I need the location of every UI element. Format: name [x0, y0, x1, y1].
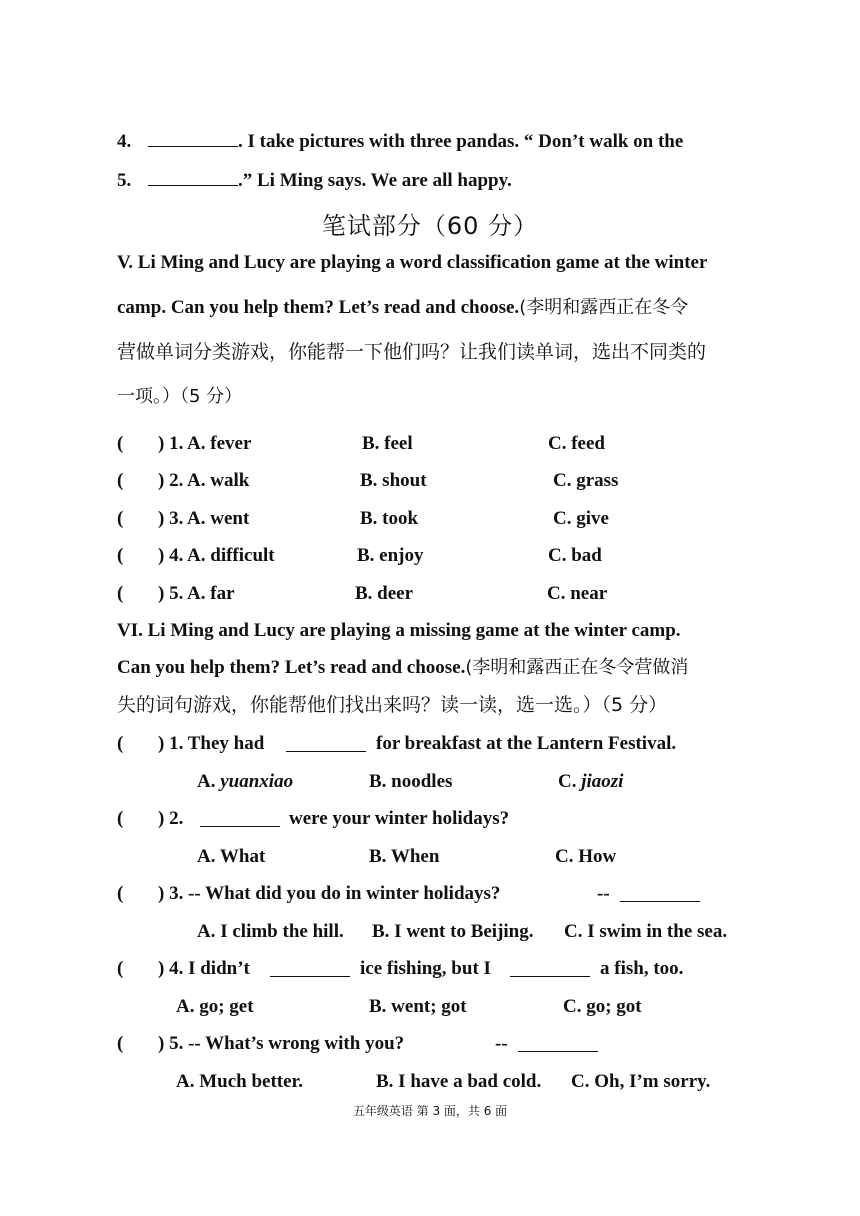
part6-heading-line3: 失的词句游戏，你能帮他们找出来吗？读一读，选一选。）（5 分）: [117, 694, 668, 716]
option-c: C. Oh, I’m sorry.: [571, 1071, 711, 1092]
question-text: ) 4. I didn’t: [158, 958, 250, 979]
option-c: C. jiaozi: [558, 771, 624, 792]
option-a: ) 3. A. went: [158, 508, 250, 529]
page-footer: 五年级英语 第 3 面，共 6 面: [352, 1104, 508, 1118]
option-a: ) 5. A. far: [158, 583, 235, 604]
option-a: A. Much better.: [176, 1071, 303, 1092]
answer-paren[interactable]: (: [117, 545, 124, 566]
response-dash: --: [597, 883, 610, 904]
option-a: ) 2. A. walk: [158, 470, 250, 491]
part5-heading-line1: V. Li Ming and Lucy are playing a word classification game at the winter: [117, 252, 708, 273]
answer-blank[interactable]: [510, 960, 590, 977]
response-dash: --: [495, 1033, 508, 1054]
answer-paren[interactable]: (: [117, 470, 124, 491]
option-c: C. give: [553, 508, 609, 529]
answer-paren[interactable]: (: [117, 583, 124, 604]
option-c: C. bad: [548, 545, 602, 566]
option-c: C. go; got: [563, 996, 642, 1017]
answer-paren[interactable]: (: [117, 733, 124, 754]
question-text: ) 2.: [158, 808, 184, 829]
option-b: B. shout: [360, 470, 427, 491]
answer-blank[interactable]: [270, 960, 350, 977]
answer-blank[interactable]: [148, 169, 238, 186]
question-text: a fish, too.: [600, 958, 684, 979]
answer-paren[interactable]: (: [117, 958, 124, 979]
option-b: B. When: [369, 846, 440, 867]
part5-heading-line2: camp. Can you help them? Let’s read and choose.(李明和露西正在冬令: [117, 297, 689, 318]
question-text: for breakfast at the Lantern Festival.: [376, 733, 677, 754]
question-text: ) 5. -- What’s wrong with you?: [158, 1033, 405, 1054]
option-b: B. enjoy: [357, 545, 424, 566]
section-title: 笔试部分（60 分）: [321, 212, 539, 240]
part6-heading-line1: VI. Li Ming and Lucy are playing a missing game at the winter camp.: [117, 620, 681, 641]
option-a: ) 1. A. fever: [158, 433, 252, 454]
part5-heading-line4: 一项。）（5 分）: [117, 386, 243, 407]
answer-blank[interactable]: [148, 130, 238, 147]
listening-line-5: 5. .” Li Ming says. We are all happy.: [117, 170, 512, 191]
option-a: A. What: [197, 846, 266, 867]
option-b: B. took: [360, 508, 419, 529]
option-b: B. I have a bad cold.: [376, 1071, 542, 1092]
option-b: B. went; got: [369, 996, 467, 1017]
option-c: C. How: [555, 846, 617, 867]
answer-paren[interactable]: (: [117, 808, 124, 829]
option-c: C. feed: [548, 433, 605, 454]
option-b: B. I went to Beijing.: [372, 921, 534, 942]
part6-heading-line2: Can you help them? Let’s read and choose.(李明和露西正在冬令营做消: [117, 657, 689, 678]
option-b: B. deer: [355, 583, 414, 604]
answer-blank[interactable]: [200, 810, 280, 827]
option-c: C. I swim in the sea.: [564, 921, 728, 942]
answer-blank[interactable]: [620, 885, 700, 902]
option-a: A. yuanxiao: [197, 771, 294, 792]
option-c: C. grass: [553, 470, 619, 491]
option-b: B. noodles: [369, 771, 453, 792]
option-a: A. go; get: [176, 996, 254, 1017]
answer-paren[interactable]: (: [117, 433, 124, 454]
option-b: B. feel: [362, 433, 413, 454]
part5-heading-line3: 营做单词分类游戏，你能帮一下他们吗？让我们读单词，选出不同类的: [117, 341, 707, 363]
answer-paren[interactable]: (: [117, 1033, 124, 1054]
option-a: ) 4. A. difficult: [158, 545, 275, 566]
question-text: ) 1. They had: [158, 733, 265, 754]
option-c: C. near: [547, 583, 608, 604]
question-text: ice fishing, but I: [360, 958, 491, 979]
answer-paren[interactable]: (: [117, 508, 124, 529]
answer-blank[interactable]: [286, 735, 366, 752]
listening-line-4: 4. . I take pictures with three pandas. “ Don’t walk on the: [117, 131, 684, 152]
answer-paren[interactable]: (: [117, 883, 124, 904]
option-a: A. I climb the hill.: [197, 921, 344, 942]
question-text: ) 3. -- What did you do in winter holidays?: [158, 883, 501, 904]
answer-blank[interactable]: [518, 1035, 598, 1052]
question-text: were your winter holidays?: [289, 808, 510, 829]
